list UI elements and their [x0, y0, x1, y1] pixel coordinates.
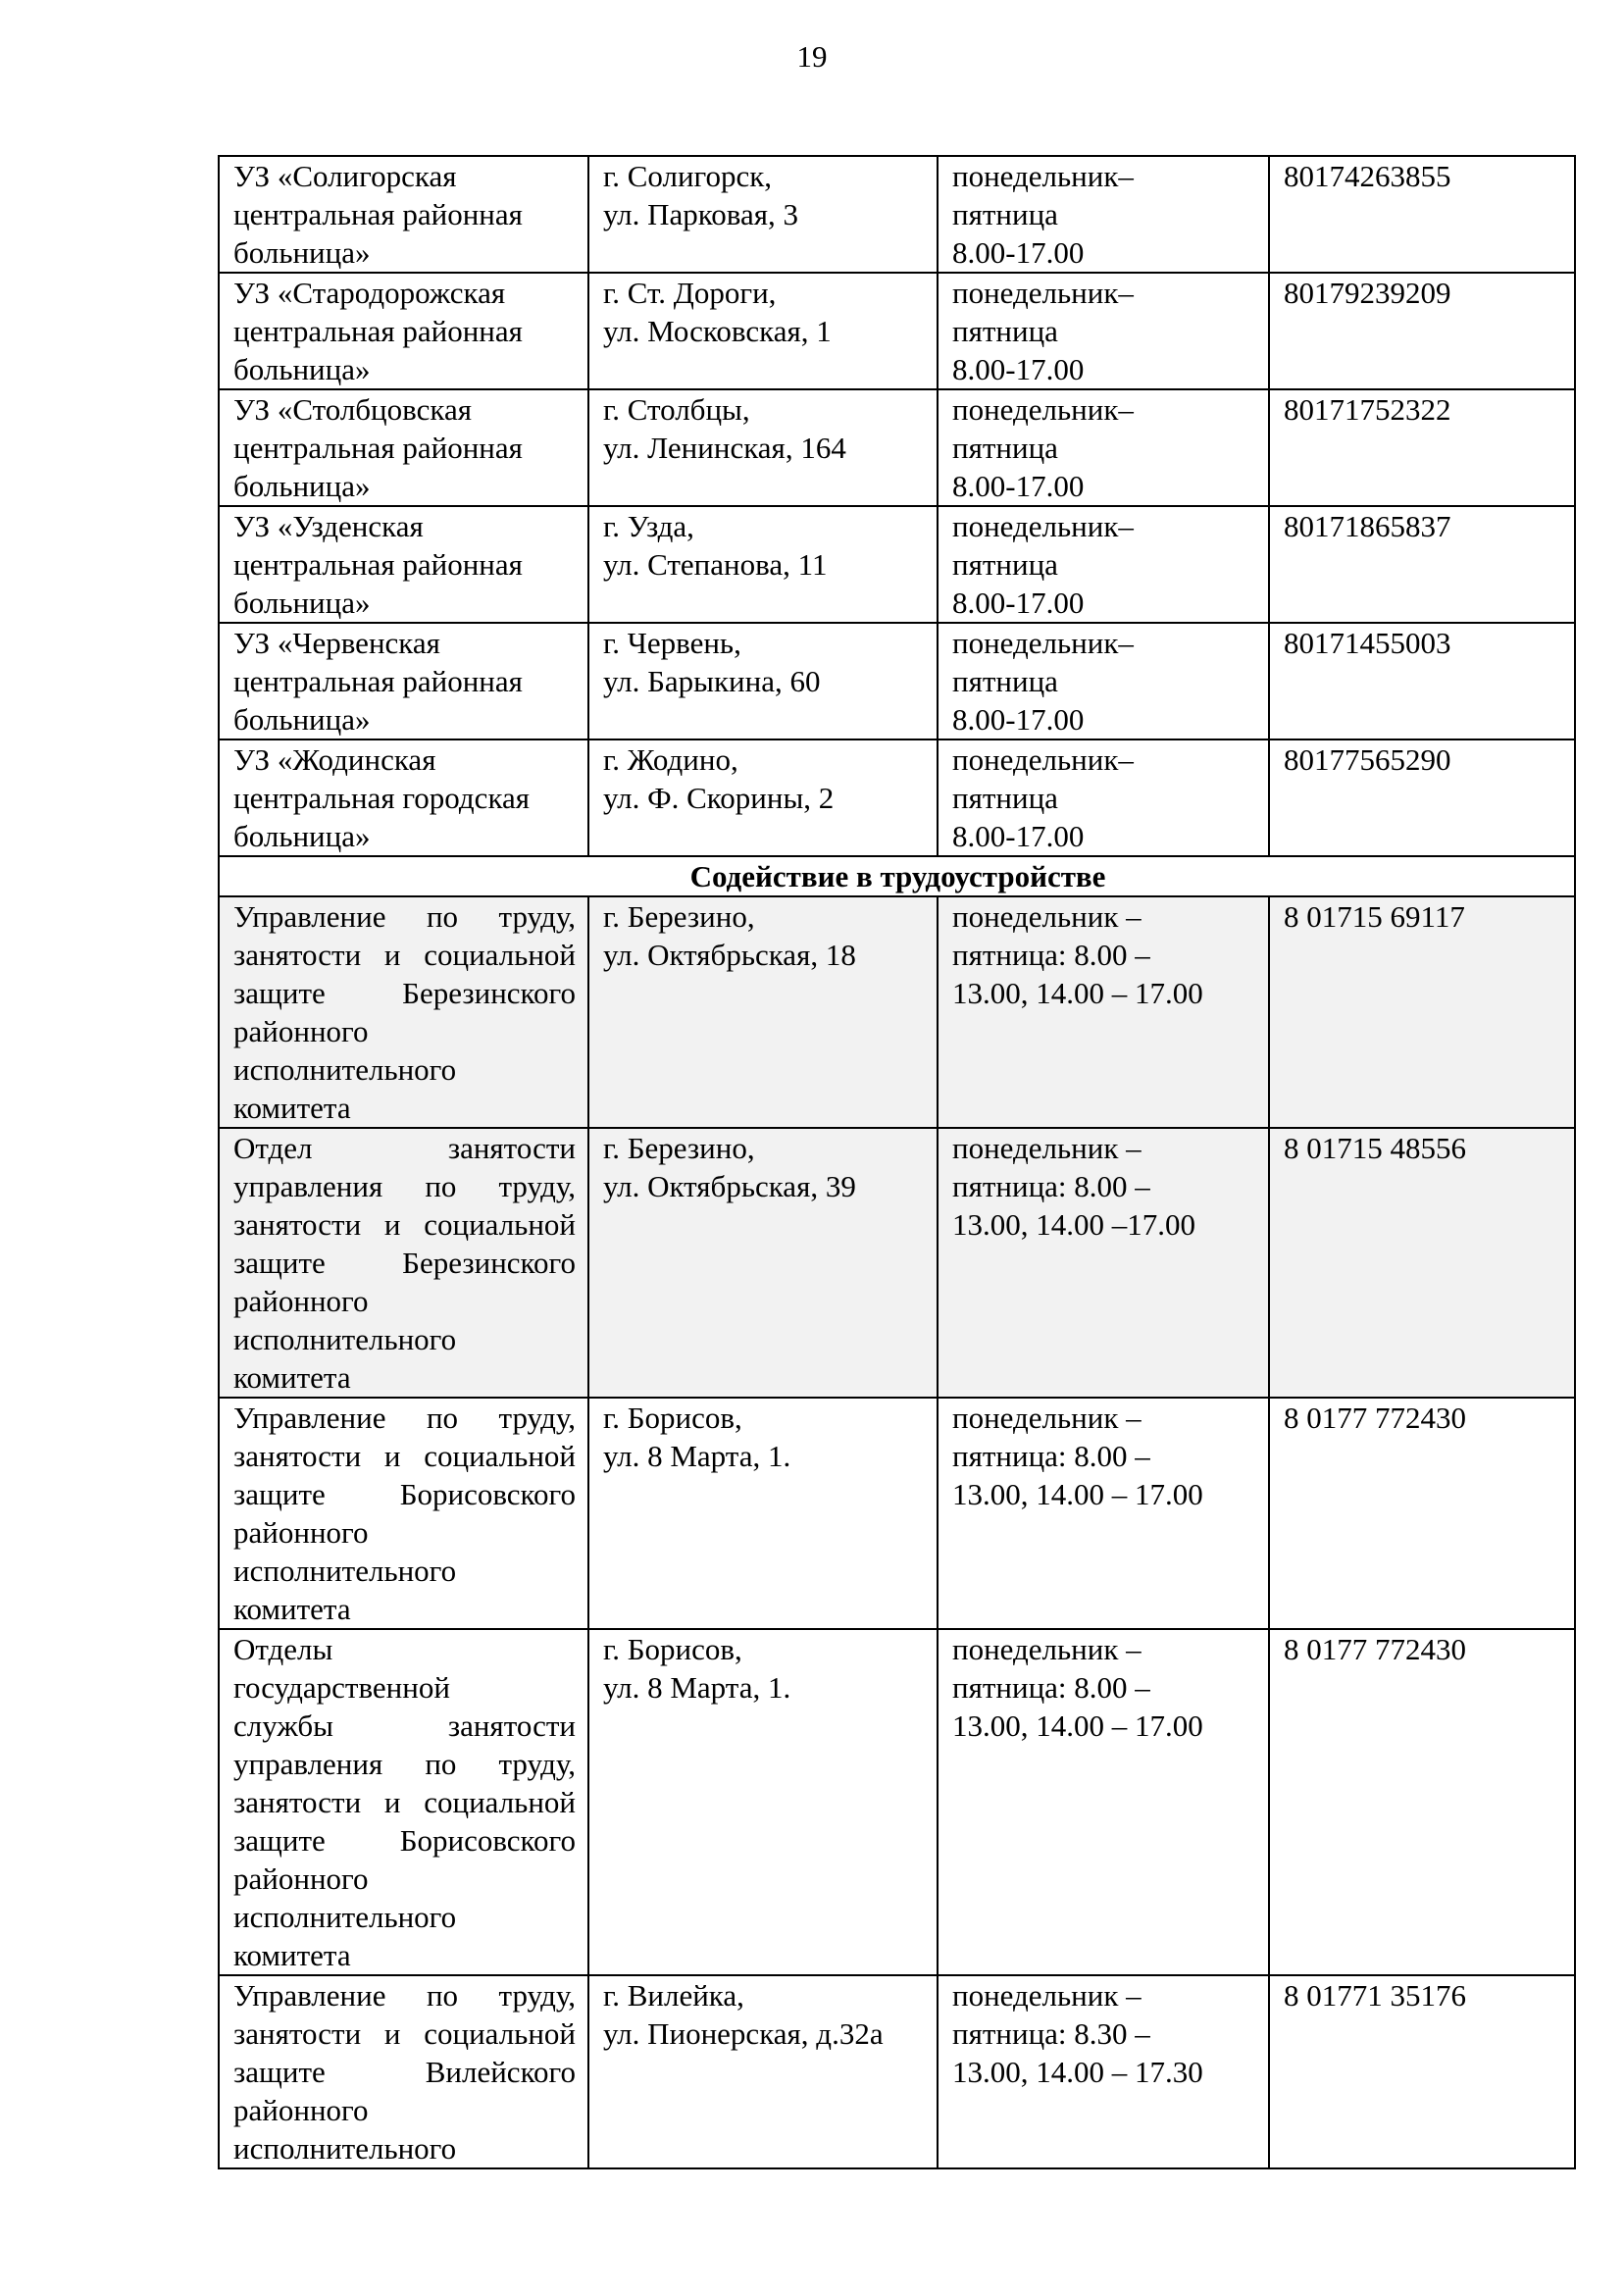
working-hours-line: 8.00-17.00	[952, 702, 1085, 737]
organization-name-line: исполнительного	[233, 1554, 457, 1588]
working-hours-line: пятница: 8.00 –	[952, 1439, 1150, 1473]
phone-number: 8 01715 48556	[1269, 1128, 1575, 1398]
section-title: Содействие в трудоустройстве	[219, 856, 1575, 896]
address-line: г. Вилейка,	[603, 1978, 744, 2013]
organization-name-line: районного	[233, 1515, 369, 1550]
section-header-row	[219, 856, 1575, 896]
address	[588, 1975, 938, 2168]
working-hours	[938, 896, 1269, 1128]
organization-name-line: занятости и социальной	[233, 938, 576, 972]
address	[588, 389, 938, 506]
working-hours-line: понедельник–	[952, 742, 1134, 777]
organization-name-line: управления по труду,	[233, 1747, 576, 1781]
working-hours-line: пятница: 8.00 –	[952, 1670, 1150, 1705]
address-line: г. Солигорск,	[603, 159, 773, 193]
working-hours	[938, 623, 1269, 739]
organization-name-line: комитета	[233, 1592, 351, 1626]
organization-name-line: исполнительного	[233, 1052, 457, 1087]
working-hours-line: понедельник –	[952, 1401, 1142, 1435]
address-line: ул. Октябрьская, 39	[603, 1169, 856, 1203]
organization-name-line: защите Березинского	[233, 1246, 576, 1280]
working-hours-line: 8.00-17.00	[952, 819, 1085, 853]
organization-name	[219, 739, 588, 856]
organization-name-line: занятости и социальной	[233, 2016, 576, 2051]
phone-number: 8 0177 772430	[1269, 1398, 1575, 1629]
address	[588, 896, 938, 1128]
working-hours-line: пятница	[952, 781, 1058, 815]
working-hours-line: понедельник –	[952, 1632, 1142, 1666]
address	[588, 1398, 938, 1629]
working-hours	[938, 1975, 1269, 2168]
address-line: г. Березино,	[603, 899, 755, 934]
working-hours-line: понедельник–	[952, 159, 1134, 193]
working-hours-line: пятница	[952, 314, 1058, 348]
working-hours-line: понедельник–	[952, 626, 1134, 660]
organization-name-line: больница»	[233, 469, 371, 503]
address-line: ул. Пионерская, д.32а	[603, 2016, 884, 2051]
working-hours-line: понедельник –	[952, 899, 1142, 934]
organization-name-line: УЗ «Солигорская	[233, 159, 457, 193]
phone-number: 80171865837	[1269, 506, 1575, 623]
table-row	[219, 273, 1575, 389]
organization-name-line: государственной	[233, 1670, 450, 1705]
working-hours-line: пятница	[952, 547, 1058, 582]
table-row	[219, 506, 1575, 623]
organization-name-line: службы занятости	[233, 1708, 576, 1743]
address	[588, 273, 938, 389]
organization-name-line: защите Вилейского	[233, 2055, 576, 2089]
working-hours-line: понедельник –	[952, 1131, 1142, 1165]
address	[588, 623, 938, 739]
table-row	[219, 1975, 1575, 2168]
address-line: ул. Октябрьская, 18	[603, 938, 856, 972]
table-row	[219, 896, 1575, 1128]
working-hours-line: понедельник–	[952, 276, 1134, 310]
table-row	[219, 1128, 1575, 1398]
organization-name-line: комитета	[233, 1091, 351, 1125]
address	[588, 1629, 938, 1975]
organization-name-line: исполнительного	[233, 1322, 457, 1356]
working-hours	[938, 1398, 1269, 1629]
working-hours-line: пятница: 8.30 –	[952, 2016, 1150, 2051]
organization-name-line: занятости и социальной	[233, 1785, 576, 1819]
table-row	[219, 156, 1575, 273]
organization-name-line: защите Борисовского	[233, 1823, 576, 1858]
organization-name-line: исполнительного	[233, 2131, 457, 2166]
working-hours-line: понедельник–	[952, 392, 1134, 427]
organization-name-line: УЗ «Стародорожская	[233, 276, 506, 310]
address-line: ул. Ф. Скорины, 2	[603, 781, 835, 815]
address	[588, 1128, 938, 1398]
working-hours-line: 13.00, 14.00 – 17.00	[952, 976, 1203, 1010]
organization-name-line: районного	[233, 1014, 369, 1048]
address-line: ул. 8 Марта, 1.	[603, 1670, 791, 1705]
organization-name-line: больница»	[233, 819, 371, 853]
address-line: г. Борисов,	[603, 1632, 742, 1666]
address-line: ул. Ленинская, 164	[603, 431, 846, 465]
organization-name-line: защите Борисовского	[233, 1477, 576, 1511]
phone-number: 8 01771 35176	[1269, 1975, 1575, 2168]
organization-name-line: Управление по труду,	[233, 1401, 576, 1435]
working-hours	[938, 739, 1269, 856]
working-hours-line: пятница	[952, 431, 1058, 465]
organization-name	[219, 623, 588, 739]
contacts-table	[218, 155, 1576, 2169]
organization-name-line: комитета	[233, 1938, 351, 1972]
address-line: ул. 8 Марта, 1.	[603, 1439, 791, 1473]
address-line: г. Столбцы,	[603, 392, 750, 427]
phone-number: 8 0177 772430	[1269, 1629, 1575, 1975]
organization-name	[219, 506, 588, 623]
phone-number: 80179239209	[1269, 273, 1575, 389]
address-line: ул. Степанова, 11	[603, 547, 828, 582]
organization-name-line: УЗ «Жодинская	[233, 742, 436, 777]
phone-number: 80174263855	[1269, 156, 1575, 273]
working-hours-line: понедельник–	[952, 509, 1134, 543]
organization-name-line: больница»	[233, 586, 371, 620]
organization-name	[219, 273, 588, 389]
organization-name	[219, 1128, 588, 1398]
organization-name-line: комитета	[233, 1360, 351, 1395]
organization-name-line: больница»	[233, 352, 371, 386]
working-hours-line: 8.00-17.00	[952, 586, 1085, 620]
working-hours	[938, 389, 1269, 506]
working-hours-line: понедельник –	[952, 1978, 1142, 2013]
working-hours	[938, 506, 1269, 623]
table-row	[219, 1629, 1575, 1975]
table-row	[219, 739, 1575, 856]
table-row	[219, 389, 1575, 506]
organization-name-line: Отделы	[233, 1632, 333, 1666]
organization-name-line: больница»	[233, 702, 371, 737]
table-row	[219, 623, 1575, 739]
organization-name-line: занятости и социальной	[233, 1207, 576, 1242]
organization-name-line: центральная районная	[233, 547, 523, 582]
address-line: г. Березино,	[603, 1131, 755, 1165]
organization-name	[219, 1629, 588, 1975]
organization-name-line: исполнительного	[233, 1900, 457, 1934]
organization-name-line: центральная районная	[233, 197, 523, 231]
working-hours-line: пятница: 8.00 –	[952, 1169, 1150, 1203]
working-hours-line: пятница	[952, 197, 1058, 231]
working-hours	[938, 1128, 1269, 1398]
address-line: г. Борисов,	[603, 1401, 742, 1435]
address-line: ул. Парковая, 3	[603, 197, 798, 231]
phone-number: 80177565290	[1269, 739, 1575, 856]
organization-name	[219, 389, 588, 506]
organization-name-line: центральная районная	[233, 431, 523, 465]
organization-name	[219, 1975, 588, 2168]
phone-number: 80171752322	[1269, 389, 1575, 506]
organization-name-line: центральная районная	[233, 314, 523, 348]
address	[588, 739, 938, 856]
organization-name-line: центральная районная	[233, 664, 523, 698]
organization-name	[219, 156, 588, 273]
organization-name-line: больница»	[233, 235, 371, 270]
working-hours-line: пятница	[952, 664, 1058, 698]
working-hours-line: 8.00-17.00	[952, 469, 1085, 503]
working-hours	[938, 156, 1269, 273]
organization-name-line: центральная городская	[233, 781, 531, 815]
working-hours-line: пятница: 8.00 –	[952, 938, 1150, 972]
organization-name-line: Управление по труду,	[233, 1978, 576, 2013]
organization-name-line: УЗ «Узденская	[233, 509, 424, 543]
working-hours-line: 13.00, 14.00 – 17.00	[952, 1708, 1203, 1743]
address	[588, 156, 938, 273]
organization-name	[219, 896, 588, 1128]
working-hours	[938, 273, 1269, 389]
organization-name-line: УЗ «Столбцовская	[233, 392, 472, 427]
organization-name-line: районного	[233, 2093, 369, 2127]
address-line: ул. Барыкина, 60	[603, 664, 821, 698]
organization-name-line: занятости и социальной	[233, 1439, 576, 1473]
phone-number: 80171455003	[1269, 623, 1575, 739]
organization-name	[219, 1398, 588, 1629]
working-hours-line: 8.00-17.00	[952, 235, 1085, 270]
organization-name-line: районного	[233, 1861, 369, 1896]
organization-name-line: управления по труду,	[233, 1169, 576, 1203]
organization-name-line: УЗ «Червенская	[233, 626, 440, 660]
working-hours-line: 13.00, 14.00 – 17.00	[952, 1477, 1203, 1511]
organization-name-line: районного	[233, 1284, 369, 1318]
table-row	[219, 1398, 1575, 1629]
address-line: г. Жодино,	[603, 742, 738, 777]
address-line: г. Ст. Дороги,	[603, 276, 777, 310]
address-line: г. Червень,	[603, 626, 741, 660]
working-hours	[938, 1629, 1269, 1975]
organization-name-line: Управление по труду,	[233, 899, 576, 934]
organization-name-line: Отдел занятости	[233, 1131, 576, 1165]
page-number: 19	[796, 39, 828, 74]
working-hours-line: 8.00-17.00	[952, 352, 1085, 386]
table-body	[219, 156, 1575, 2168]
working-hours-line: 13.00, 14.00 – 17.30	[952, 2055, 1203, 2089]
working-hours-line: 13.00, 14.00 –17.00	[952, 1207, 1195, 1242]
organization-name-line: защите Березинского	[233, 976, 576, 1010]
address-line: г. Узда,	[603, 509, 694, 543]
address-line: ул. Московская, 1	[603, 314, 832, 348]
phone-number: 8 01715 69117	[1269, 896, 1575, 1128]
address	[588, 506, 938, 623]
